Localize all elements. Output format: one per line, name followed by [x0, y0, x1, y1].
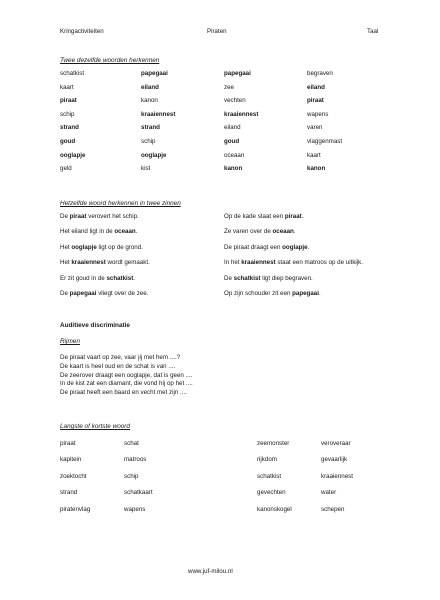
highlight-word: papegaai — [69, 290, 97, 297]
word-cell: papegaai — [224, 70, 251, 77]
header-right: Taal — [367, 28, 379, 35]
length-word-cell: veroveraar — [321, 440, 351, 447]
length-word-cell: rijkdom — [257, 456, 277, 464]
word-cell: kist — [141, 165, 151, 173]
length-word-cell: kanonskogel — [257, 505, 292, 513]
length-word-cell: kraaiennest — [321, 472, 353, 480]
length-word-cell: schepen — [321, 505, 345, 513]
sentence-right: Op zijn schouder zit een papegaai. — [224, 290, 321, 297]
header-center: Piraten — [207, 28, 227, 35]
word-cell: wapens — [307, 110, 329, 118]
header-left: Kringactiviteiten — [60, 28, 104, 35]
sentence-right: Op de kade staat een piraat. — [224, 213, 304, 220]
highlight-word: oceaan — [114, 228, 136, 236]
length-word-cell: schatkist — [257, 472, 282, 480]
rhyme-line: De piraat heeft een baard en vecht met zijn .... — [60, 389, 187, 397]
length-word-cell: wapens — [124, 505, 146, 513]
highlight-word: ooglapje — [282, 243, 308, 251]
section2-title: Hetzelfde woord herkennen in twee zinnen — [60, 200, 181, 207]
sentence-right: De schatkist ligt diep begraven. — [224, 274, 313, 282]
highlight-word: piraat — [284, 213, 302, 220]
word-cell: eiland — [141, 83, 159, 91]
length-word-cell: zoektocht — [60, 472, 87, 480]
length-word-cell: strand — [60, 489, 78, 497]
length-word-cell: schat — [124, 440, 139, 447]
word-cell: vlaggenmast — [307, 138, 343, 145]
word-cell: strand — [60, 124, 79, 132]
word-cell: kaart — [60, 83, 74, 91]
word-cell: kanon — [141, 97, 158, 105]
word-cell: schip — [141, 138, 156, 145]
highlight-word: oceaan — [272, 228, 294, 236]
word-cell: kanon — [307, 165, 326, 173]
length-word-cell: piraat — [60, 440, 76, 447]
word-cell: kanon — [224, 165, 243, 173]
word-cell: ooglapje — [60, 151, 86, 159]
highlight-word: papegaai — [292, 290, 319, 297]
word-cell: goud — [60, 138, 76, 145]
sentence-left: De piraat verovert het schip. — [60, 213, 139, 220]
length-word-cell: schatkaart — [124, 489, 153, 497]
highlight-word: kraaiennest — [71, 259, 106, 267]
word-cell: strand — [141, 124, 160, 132]
length-word-cell: kapitein — [60, 456, 82, 464]
length-word-cell: schip — [124, 472, 139, 480]
word-cell: piraat — [60, 97, 77, 105]
sentence-left: Het eiland ligt in de oceaan. — [60, 228, 138, 236]
rhyme-line: In de kist zat een diamant, die vond hij op het .... — [60, 380, 193, 388]
word-cell: kraaiennest — [224, 110, 259, 118]
word-cell: piraat — [307, 97, 324, 105]
length-word-cell: piratenvlag — [60, 505, 91, 513]
sentence-right: In het kraaiennest staat een matroos op de uitkijk. — [224, 259, 363, 267]
length-word-cell: matroos — [124, 456, 147, 464]
sentence-left: De papegaai vliegt over de zee. — [60, 290, 149, 297]
section4-title: Langste of kortste woord — [60, 423, 130, 430]
word-cell: schatkist — [60, 70, 85, 77]
word-cell: ooglapje — [141, 151, 167, 159]
word-cell: oceaan — [224, 151, 245, 159]
word-cell: kaart — [307, 151, 321, 159]
word-cell: goud — [224, 138, 240, 145]
footer-url: www.juf-milou.nl — [188, 568, 233, 575]
highlight-word: schatkist — [233, 274, 261, 282]
sentence-right: De piraat draagt een ooglapje. — [224, 243, 310, 251]
highlight-word: ooglapje — [71, 243, 97, 251]
sentence-right: Ze varen over de oceaan. — [224, 228, 296, 236]
section1-title: Twee dezelfde woorden herkennen — [60, 57, 160, 64]
rhyme-line: De piraat vaart op zee, vaar jij met hem ....? — [60, 354, 181, 361]
sentence-left: Het ooglapje ligt op de grond. — [60, 243, 143, 251]
length-word-cell: water — [321, 489, 337, 497]
highlight-word: kraaiennest — [241, 259, 276, 267]
word-cell: zee — [224, 83, 234, 91]
word-cell: eiland — [224, 124, 241, 132]
word-cell: papegaai — [141, 70, 168, 77]
highlight-word: piraat — [69, 213, 87, 220]
word-cell: kraaiennest — [141, 110, 176, 118]
word-cell: schip — [60, 110, 75, 118]
word-cell: varen — [307, 124, 323, 132]
word-cell: begraven — [307, 70, 333, 77]
section3-subtitle: Rijmen — [60, 338, 80, 345]
highlight-word: schatkist — [106, 274, 134, 282]
length-word-cell: gevechten — [257, 489, 286, 497]
word-cell: vechten — [224, 97, 246, 105]
rhyme-line: De kaart is heel oud en de schat is van .... — [60, 362, 176, 370]
sentence-left: Het kraaiennest wordt gemaakt. — [60, 259, 150, 267]
word-cell: eiland — [307, 83, 325, 91]
word-cell: geld — [60, 165, 72, 173]
length-word-cell: gevaarlijk — [321, 456, 348, 464]
section3-title: Auditieve discriminatie — [60, 322, 130, 329]
sentence-left: Er zit goud in de schatkist. — [60, 274, 135, 282]
rhyme-line: De zeerover draagt een ooglapje, dat is geen .... — [60, 371, 193, 379]
length-word-cell: zeemonster — [257, 440, 290, 447]
